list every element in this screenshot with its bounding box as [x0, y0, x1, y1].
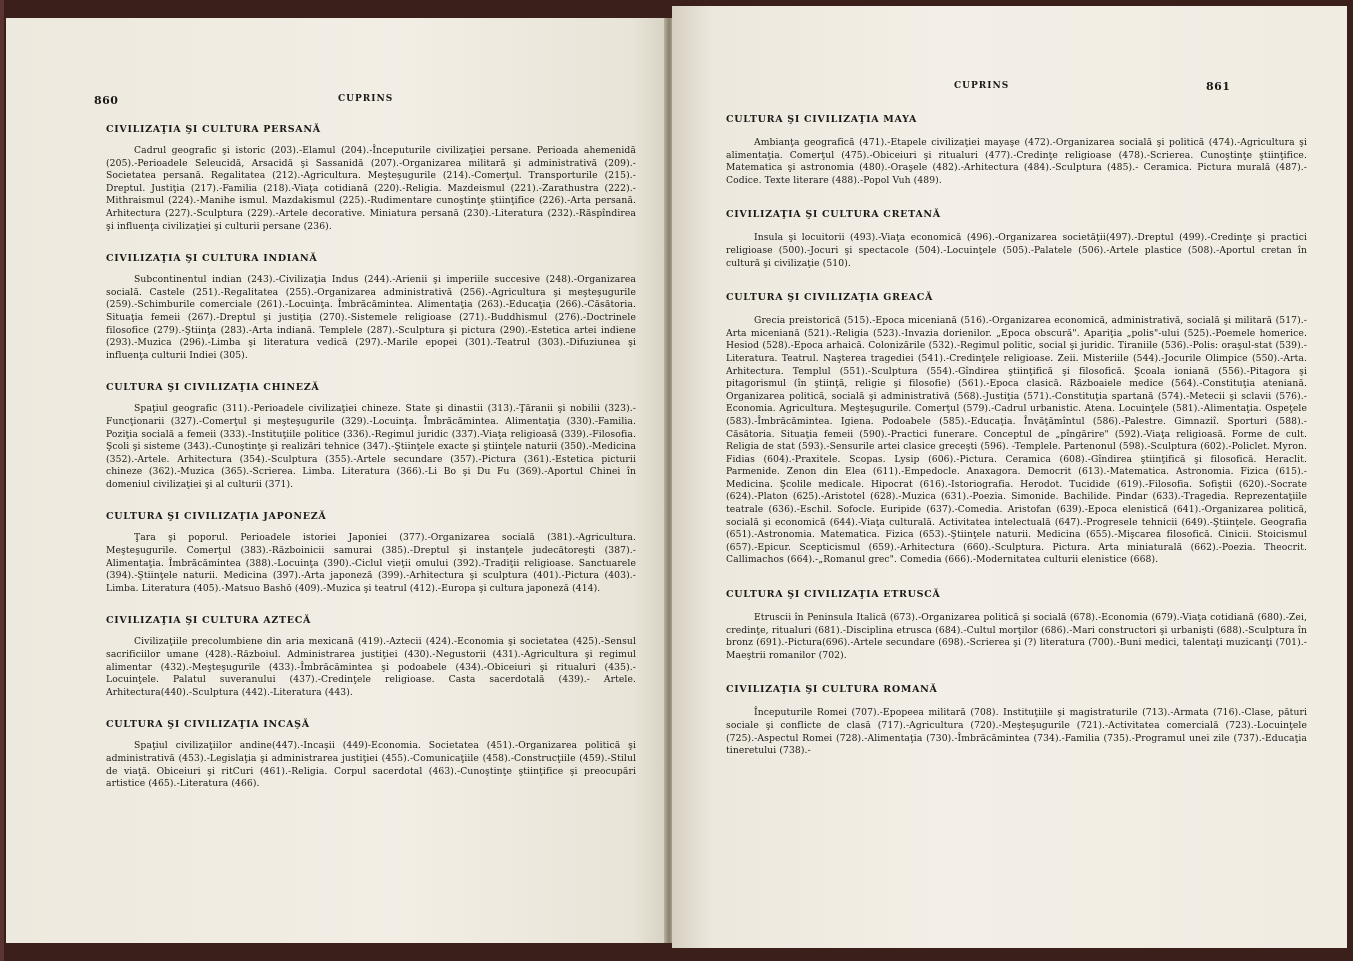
section-body: Etruscii în Peninsula Italică (673).-Organizarea politică şi socială (678).-Economia (679).-Viaţa cotidiană (680).-Zei, credinţe, ritualuri (681).-Disciplina etrusca (684).-Cultul morţilor (686).-Mari constructori şi urbanişti (688).-Sculptura în bronz (691).-Pictura(696).-Artele secundare (698).-Scrierea şi (?) literatura (700).-Buni medici, talentaţi muzicanţi (701).-Maeştrii romanilor (702).: [726, 612, 1307, 661]
section-body: Spaţiul civilizaţiilor andine(447).-Incaşii (449)-Economia. Societatea (451).-Organizarea politică şi administrativă (453).-Legislaţia şi administrarea justiţiei (455).-Comunicaţiile (458).-Construcţiile (459).-Stilul de viaţă. Obiceiuri şi ritCuri (461).-Religia. Corpul sacerdotal (463).-Cunoştinţe ştiinţifice şi preocupări artistice (465).-Literatura (466).: [106, 740, 636, 790]
toc-section-inca: [106, 719, 636, 790]
left-page: [6, 18, 666, 943]
toc-section-roman: [726, 684, 1307, 757]
toc-section-cretan: [726, 209, 1307, 270]
toc-section-aztec: [106, 615, 636, 699]
left-running-title: CUPRINS: [338, 94, 394, 104]
toc-section-persian: [106, 124, 636, 233]
section-title: CIVILIZAŢIA ŞI CULTURA CRETANĂ: [726, 209, 941, 221]
section-title: CIVILIZAŢIA ŞI CULTURA PERSANĂ: [106, 124, 321, 135]
section-title: CIVILIZAŢIA ŞI CULTURA AZTECĂ: [106, 615, 312, 627]
section-body: Subcontinentul indian (243).-Civilizaţia Indus (244).-Arienii şi imperiile succesive (248).-Organizarea socială. Castele (251).-Regalitatea (255).-Organizarea administrativă (256).-Agricultura şi meşteşugurile (259).-Schimburile comerciale (261).-Locuinţa. Îmbrăcămintea. Alimentaţia (263).-Educaţia (266).-Căsătoria. Situaţia femeii (267).-Dreptul şi justiţia (270).-Sistemele religioase (271).-Buddhismul (276).-Doctrinele filosofice (279).-Ştiinţa (283).-Arta indiană. Templele (287).-Sculptura şi pictura (290).-Estetica artei indiene (293).-Muzica (296).-Limba şi literatura vedică (297).-Marile epopei (301).-Teatrul (303).-Difuziunea şi influenţa culturii Indiei (305).: [106, 274, 636, 361]
toc-section-greek: [726, 292, 1307, 567]
section-body: Grecia preistorică (515).-Epoca miceniană (516).-Organizarea economică, administrativă, socială şi militară (517).-Arta miceniană (521).-Religia (523).-Invazia dorienilor. „Epoca obscură". Apariţia „polis"-ului (525).-Poemele homerice. Hesiod (528).-Epoca arhaică. Colonizările (532).-Regimul politic, social şi juridic. Tiraniile (536).-Polis: oraşul-stat (539).-Literatura. Teatrul. Naşterea tragediei (541).-Credinţele religioase. Zeii. Misteriile (544).-Jocurile Olimpice (550).-Arta. Arhitectura. Templul (551).-Sculptura (554).-Gîndirea ştiinţifică şi filosofică. Şcoala ioniană (556).-Pitagora şi pitagorismul (în ştiinţă, religie şi filosofie) (561).-Epoca clasică. Războaiele medice (564).-Constituţia ateniană. Organizarea politică, socială şi administrativă (568).-Justiţia (571).-Constituţia spartană (574).-Metecii şi sclavii (576).-Economia. Agricultura. Meşteşugurile. Comerţul (579).-Cadrul urbanistic. Atena. Locuinţele (581).-Alimentaţia. Ospeţele (583).-Îmbrăcămintea. Igiena. Podoabele (585).-Educaţia. Învăţămîntul (586).-Palestre. Gimnaziî. Sporturi (588).-Căsătoria. Situaţia femeii (590).-Practici funerare. Conceptul de „pîngărire" (592).-Viaţa religioasă. Forme de cult. Religia de stat (593).-Sensurile artei clasice greceşti (596). -Templele. Partenonul (598).-Sculptura (602).-Policlet. Myron. Fidias (604).-Praxitele. Scopas. Lysip (606).-Pictura. Ceramica (608).-Gîndirea ştiinţifică şi filosofică. Heraclit. Parmenide. Zenon din Elea (611).-Empedocle. Anaxagora. Democrit (613).-Matematica. Astronomia. Fizica (615).-Medicina. Şcolile medicale. Hipocrat (616).-Istoriografia. Herodot. Tucidide (619).-Filosofia. Sofiştii (620).-Socrate (624).-Platon (625).-Aristotel (628).-Muzica (631).-Poezia. Simonide. Bachilide. Pindar (633).-Tragedia. Reprezentaţiile teatrale (636).-Eschil. Sofocle. Euripide (637).-Comedia. Aristofan (639).-Epoca elenistică (641).-Organizarea politică, socială şi economică (644).-Viaţa culturală. Activitatea intelectuală (647).-Progresele tehnicii (649).-Ştiinţele. Geografia (651).-Astronomia. Matematica. Fizica (653).-Ştiinţele naturii. Medicina (655).-Mişcarea filosofică. Cinicii. Stoicismul (657).-Epicur. Scepticismul (659).-Arhitectura (660).-Sculptura. Pictura. Arta miniaturală (662).-Poezia. Theocrit. Callimachos (664).-„Romanul grec". Comedia (666).-Modernitatea culturii elenistice (668).: [726, 315, 1307, 566]
section-body: Ambianţa geografică (471).-Etapele civilizaţiei mayaşe (472).-Organizarea socială şi politică (474).-Agricultura şi alimentaţia. Comerţul (475).-Obiceiuri şi ritualuri (477).-Credinţe religioase (478).-Scrierea. Cunoştinţe ştiinţifice. Matematica şi astronomia (480).-Oraşele (482).-Arhitectura (484).-Sculptura (485).- Ceramica. Pictura murală (487).-Codice. Texte literare (488).-Popol Vuh (489).: [726, 137, 1307, 186]
left-page-number: 860: [94, 94, 119, 107]
right-page-number: 861: [1206, 80, 1231, 93]
section-title: CULTURA ŞI CIVILIZAŢIA CHINEZĂ: [106, 382, 320, 394]
section-title: CULTURA ŞI CIVILIZAŢIA JAPONEZĂ: [106, 511, 327, 523]
right-page: [672, 6, 1347, 948]
section-title: CIVILIZAŢIA ŞI CULTURA ROMANĂ: [726, 684, 938, 696]
section-title: CULTURA ŞI CIVILIZAŢIA GREACĂ: [726, 292, 934, 304]
section-body: Cadrul geografic şi istoric (203).-Elamul (204).-Începuturile civilizaţiei persane. Perioada ahemenidă (205).-Perioadele Seleucidă, Arsacidă şi Sassanidă (207).-Organizarea militară şi administrativă (209).-Societatea persană. Regalitatea (212).-Agricultura. Meşteşugurile (214).-Comerţul. Transporturile (215).-Dreptul. Justiţia (217).-Familia (218).-Viaţa cotidiană (220).-Religia. Mazdeismul (221).-Zarathustra (222).-Mithraismul (224).-Manihe ismul. Mazdakismul (225).-Rudimentare cunoştinţe ştiinţifice (226).-Arta persană. Arhitectura (227).-Sculptura (229).-Artele decorative. Miniatura persană (230).-Literatura (232).-Răspîndirea şi influenţa civilizaţiei şi culturii persane (236).: [106, 145, 636, 232]
toc-section-japanese: [106, 511, 636, 595]
toc-section-chinese: [106, 382, 636, 491]
toc-section-etruscan: [726, 589, 1307, 662]
toc-section-indian: [106, 253, 636, 362]
section-title: CULTURA ŞI CIVILIZAŢIA MAYA: [726, 114, 918, 125]
section-title: CIVILIZAŢIA ŞI CULTURA INDIANĂ: [106, 253, 318, 265]
section-body: Insula şi locuitorii (493).-Viaţa economică (496).-Organizarea societăţii(497).-Dreptul (499).-Credinţe şi practici religioase (500).-Jocuri şi spectacole (504).-Locuinţele (505).-Palatele (506).-Artele plastice (508).-Aportul cretan în cultură şi civilizaţie (510).: [726, 232, 1307, 269]
section-body: Spaţiul geografic (311).-Perioadele civilizaţiei chineze. State şi dinastii (313).-Ţăranii şi nobilii (323).-Funcţionarii (327).-Comerţul şi meşteşugurile (329).-Locuinţa. Îmbrăcămintea. Alimentaţia (330).-Familia. Poziţia socială a femeii (333).-Instituţiile politice (336).-Regimul juridic (337).-Viaţa religioasă (339).-Filosofia. Şcoli şi sisteme (343).-Cunoştinţe şi realizări tehnice (347).-Ştiinţele exacte şi ştiinţele naturii (350).-Medicina (352).-Artele. Arhitectura (354).-Sculptura (355).-Artele secundare (357).-Pictura (361).-Estetica picturii chineze (362).-Muzica (365).-Scrierea. Limba. Literatura (366).-Li Bo şi Du Fu (369).-Aportul Chinei în domeniul civilizaţiei şi al culturii (371).: [106, 403, 636, 490]
section-title: CULTURA ŞI CIVILIZAŢIA INCAŞĂ: [106, 719, 310, 731]
section-body: Începuturile Romei (707).-Epopeea militară (708). Instituţiile şi magistraturile (713).-Armata (716).-Clase, pături sociale şi conflicte de clasă (717).-Agricultura (720).-Meşteşugurile (721).-Activitatea comercială (723).-Locuinţele (725).-Aspectul Romei (728).-Alimentaţia (730).-Îmbrăcămintea (734).-Familia (735).-Programul unei zile (737).-Educaţia tineretului (738).-: [726, 707, 1307, 757]
section-title: CULTURA ŞI CIVILIZAŢIA ETRUSCĂ: [726, 589, 941, 601]
right-running-head: [726, 80, 1307, 100]
section-body: Civilizaţiile precolumbiene din aria mexicană (419).-Aztecii (424).-Economia şi societatea (425).-Sensul sacrificiilor umane (428).-Războiul. Administrarea justiţiei (430).-Negustorii (431).-Agricultura şi regimul alimentar (432).-Meşteşugurile (433).-Îmbrăcămintea şi podoabele (434).-Obiceiuri şi ritualuri (435).-Locuinţele. Palatul suveranului (437).-Credinţele religioase. Casta sacerdotală (439).- Artele. Arhitectura(440).-Sculptura (442).-Literatura (443).: [106, 636, 636, 698]
right-running-title: CUPRINS: [954, 81, 1010, 91]
left-running-head: [94, 94, 636, 110]
section-body: Ţara şi poporul. Perioadele istoriei Japoniei (377).-Organizarea socială (381).-Agricultura. Meşteşugurile. Comerţul (383).-Războinicii samurai (385).-Dreptul şi instanţele judecătoreşti (387).-Alimentaţia. Îmbrăcămintea (388).-Locuinţa (390).-Ciclul vieţii omului (392).-Tradiţii religioase. Sanctuarele (394).-Ştiinţele naturii. Medicina (397).-Arta japoneză (399).-Arhitectura şi sculptura (401).-Pictura (403).-Limba. Literatura (405).-Matsuo Bashō (409).-Muzica şi teatrul (412).-Europa şi cultura japoneză (414).: [106, 532, 636, 594]
toc-section-maya: [726, 114, 1307, 187]
